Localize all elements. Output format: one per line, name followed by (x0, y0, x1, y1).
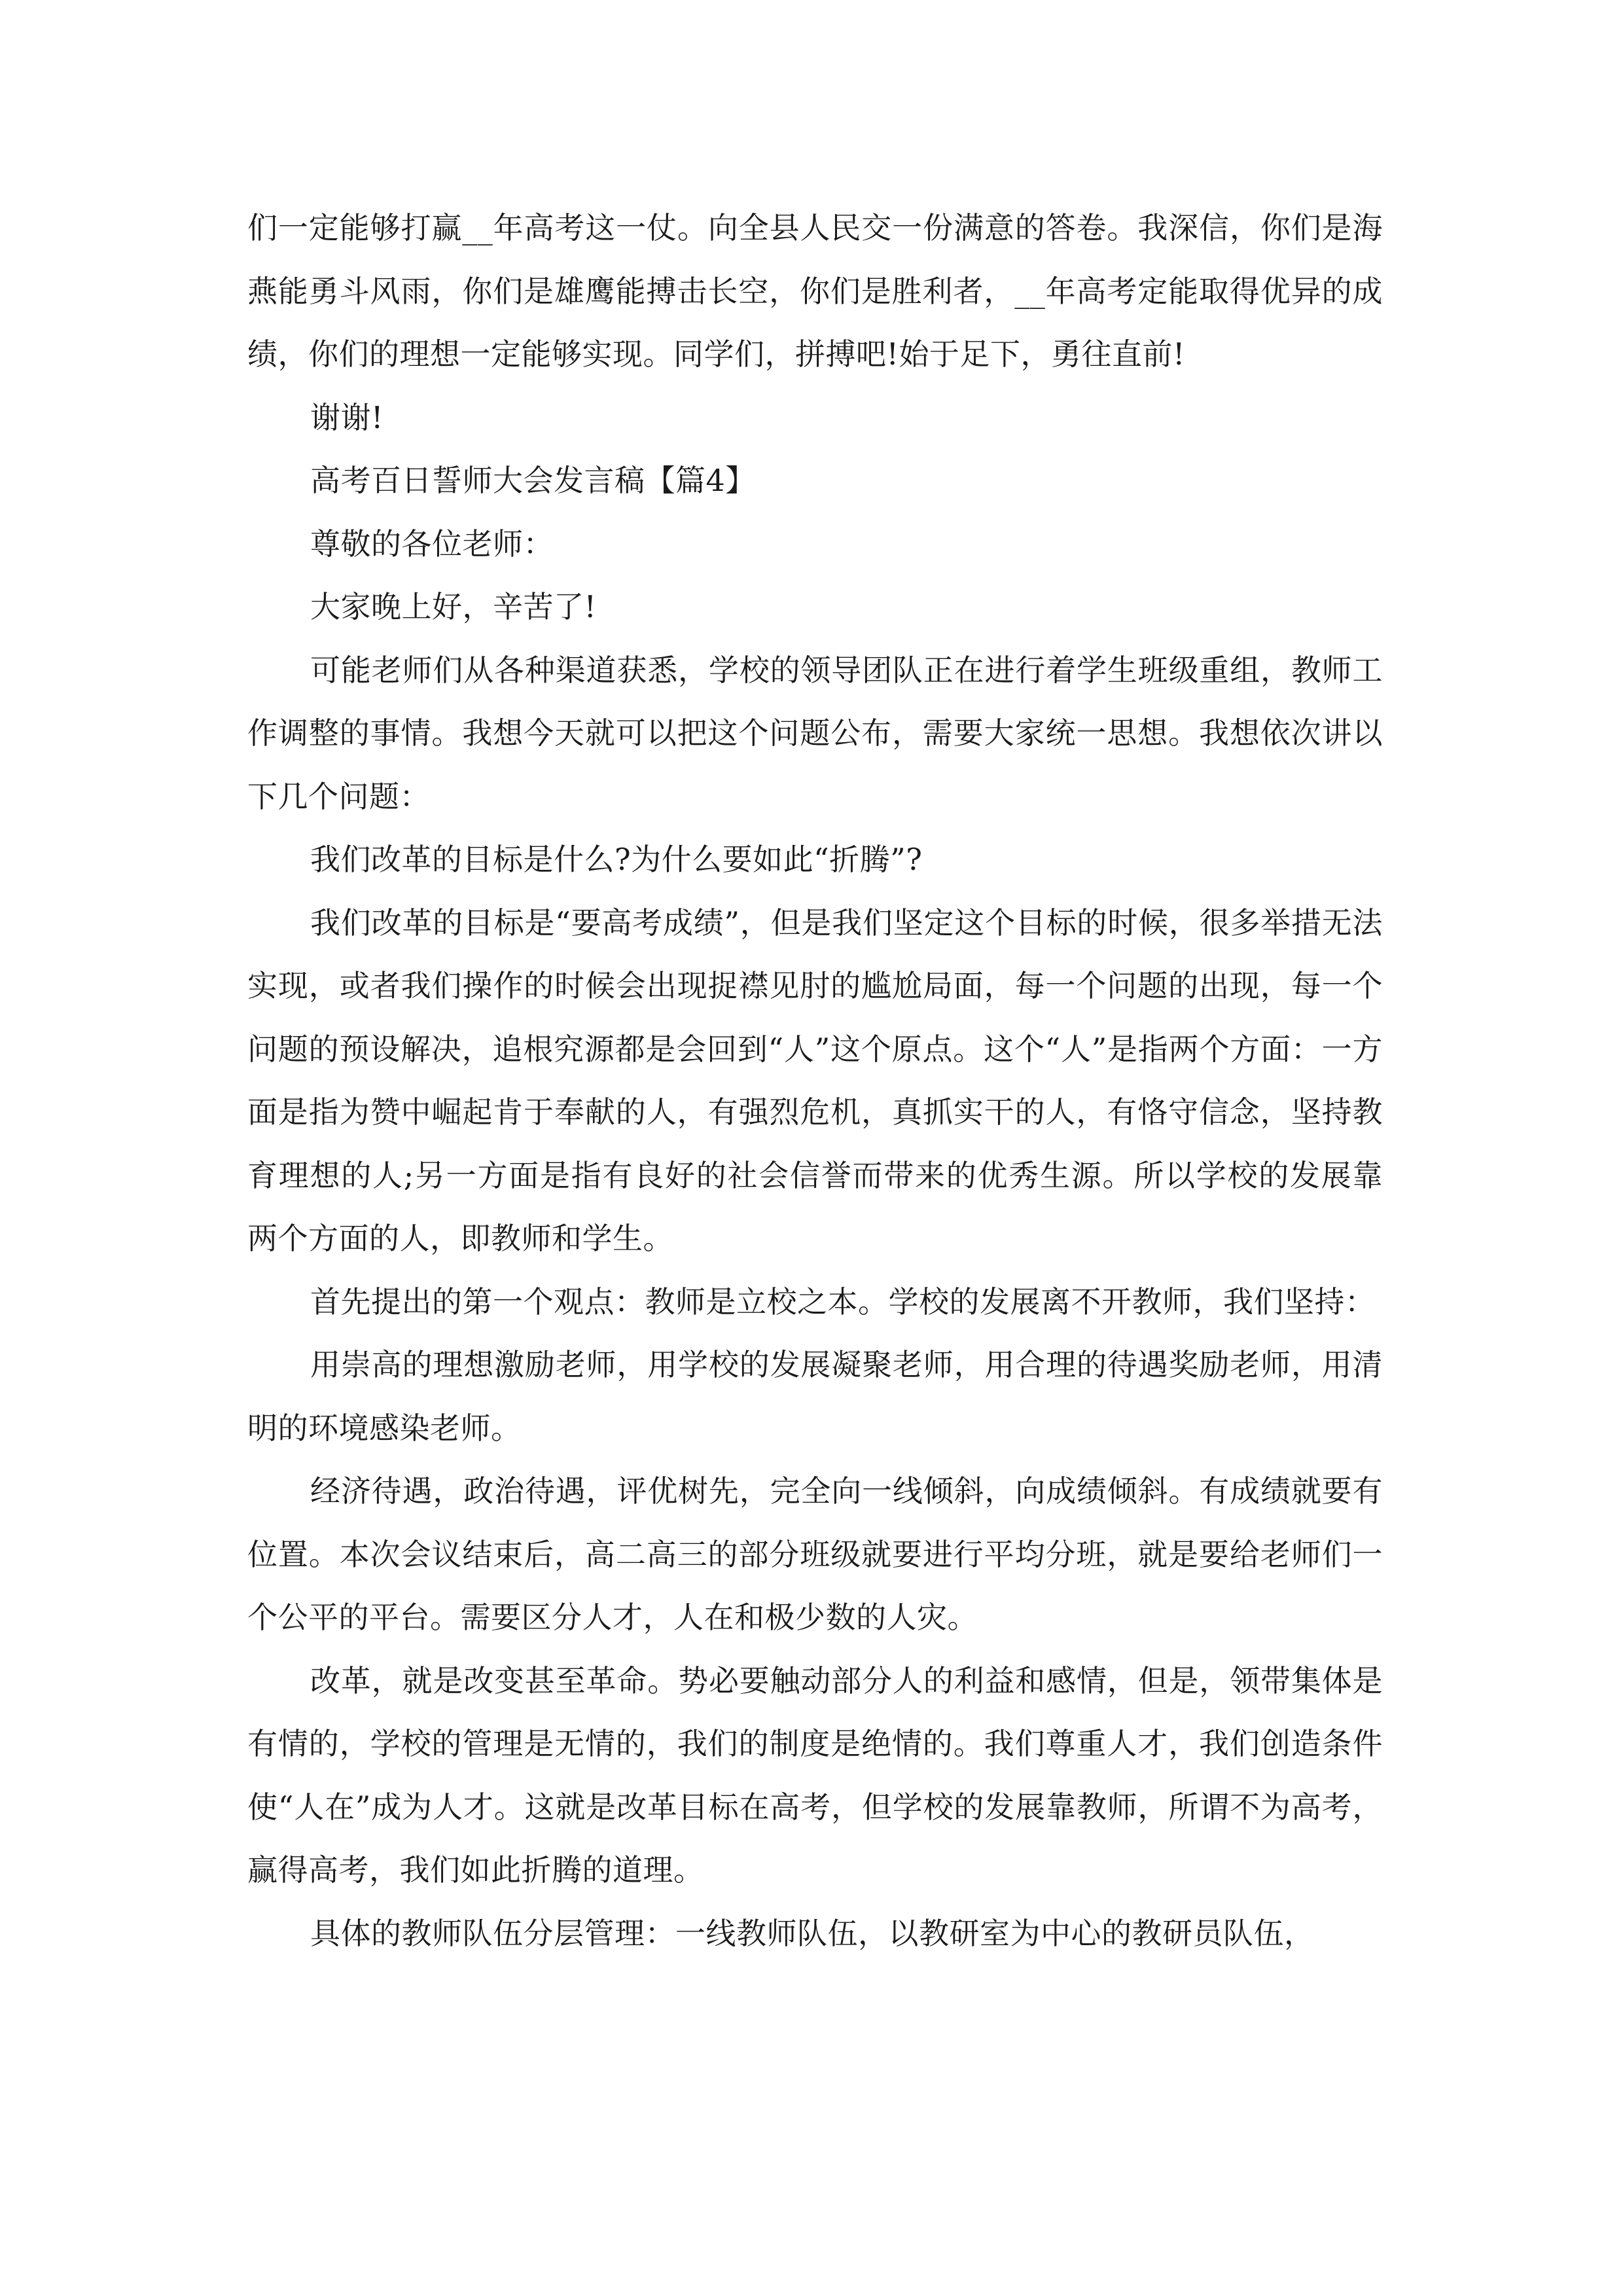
paragraph-treatment: 经济待遇，政治待遇，评优树先，完全向一线倾斜，向成绩倾斜。有成绩就要有位置。本次会议结束后，高二高三的部分班级就要进行平均分班，就是要给老师们一个公平的平台。需要区分人才，人在和极少数的人灾。 (247, 1473, 1383, 1635)
paragraph-reform: 改革，就是改变甚至革命。势必要触动部分人的利益和感情，但是，领带集体是有情的，学校的管理是无情的，我们的制度是绝情的。我们尊重人才，我们创造条件使“人在”成为人才。这就是改革目标在高考，但学校的发展靠教师，所谓不为高考，赢得高考，我们如此折腾的道理。 (247, 1662, 1383, 1888)
paragraph-first-point: 首先提出的第一个观点：教师是立校之本。学校的发展离不开教师，我们坚持： (310, 1283, 1376, 1319)
greeting: 大家晚上好，辛苦了! (310, 589, 597, 624)
document-body (247, 196, 1383, 1965)
paragraph-thanks: 谢谢! (310, 399, 383, 435)
paragraph-intro: 可能老师们从各种渠道获悉，学校的领导团队正在进行着学生班级重组，教师工作调整的事情。我想今天就可以把这个问题公布，需要大家统一思想。我想依次讲以下几个问题： (247, 652, 1383, 814)
paragraph-continuation: 们一定能够打赢__年高考这一仗。向全县人民交一份满意的答卷。我深信，你们是海燕能勇斗风雨，你们是雄鹰能搏击长空，你们是胜利者，__年高考定能取得优异的成绩，你们的理想一定能够实现。同学们，拼搏吧!始于足下，勇往直前! (247, 210, 1383, 372)
paragraph-management: 具体的教师队伍分层管理：一线教师队伍，以教研室为中心的教研员队伍， (310, 1915, 1315, 1951)
section-heading: 高考百日誓师大会发言稿【篇4】 (310, 463, 756, 498)
salutation: 尊敬的各位老师： (310, 526, 554, 562)
paragraph-goal: 我们改革的目标是“要高考成绩”，但是我们坚定这个目标的时候，很多举措无法实现，或者我们操作的时候会出现捉襟见肘的尴尬局面，每一个问题的出现，每一个问题的预设解决，追根究源都是会回到“人”这个原点。这个“人”是指两个方面：一方面是指为赞中崛起肯于奉献的人，有强烈危机，真抓实干的人，有恪守信念，坚持教育理想的人;另一方面是指有良好的社会信誉而带来的优秀生源。所以学校的发展靠两个方面的人，即教师和学生。 (247, 905, 1383, 1256)
paragraph-motivation: 用崇高的理想激励老师，用学校的发展凝聚老师，用合理的待遇奖励老师，用清明的环境感染老师。 (247, 1347, 1383, 1446)
paragraph-question: 我们改革的目标是什么?为什么要如此“折腾”? (310, 842, 923, 877)
